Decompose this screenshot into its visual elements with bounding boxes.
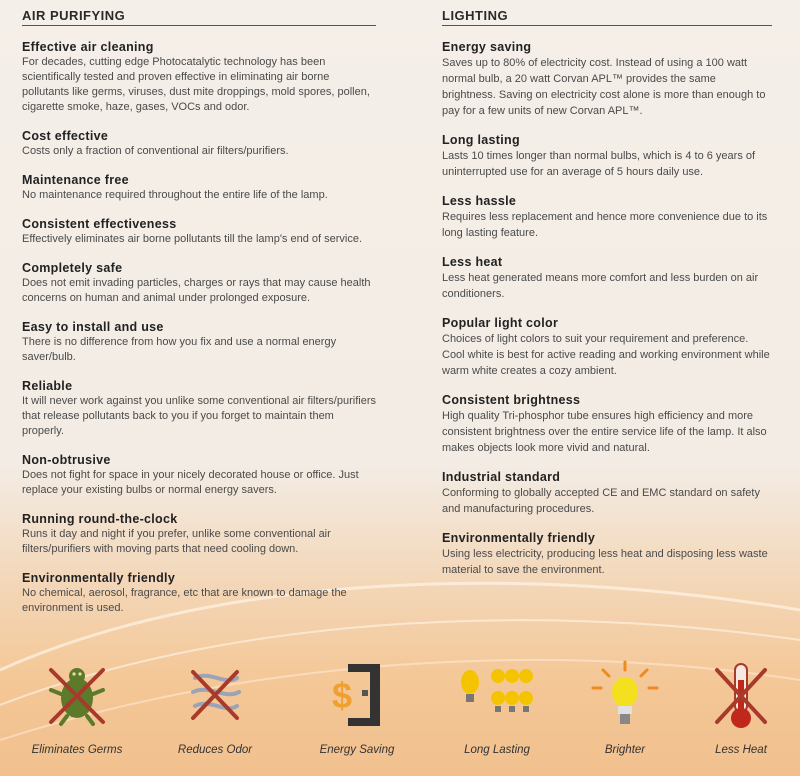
thermometer-icon [701, 660, 781, 734]
list-item [22, 173, 376, 203]
item-heading: Industrial standard [442, 470, 561, 484]
bright-bulb-icon [585, 660, 665, 734]
list-item [442, 470, 772, 517]
feature-less-heat [676, 660, 800, 776]
item-text: Costs only a fraction of conventional air filters/purifiers. [22, 145, 289, 157]
list-item [442, 316, 772, 379]
item-text: Effectively eliminates air borne pollutants till the lamp's end of service. [22, 233, 363, 245]
item-heading: Maintenance free [22, 173, 129, 187]
item-text: No maintenance required throughout the entire life of the lamp. [22, 189, 328, 201]
list-item [442, 393, 772, 456]
feature-energy-saving [292, 660, 422, 776]
icon-label: Less Heat [715, 744, 767, 756]
item-text: No chemical, aerosol, fragrance, etc that are known to damage the environment is used. [22, 587, 347, 614]
section-title-air-purifying: AIR PURIFYING [22, 8, 376, 26]
bulbs-icon [452, 660, 542, 730]
item-heading: Less heat [442, 255, 503, 269]
list-item [22, 379, 376, 439]
feature-reduces-odor [150, 660, 280, 776]
item-heading: Energy saving [442, 40, 532, 54]
germ-icon [37, 660, 117, 730]
feature-eliminates-germs [12, 660, 142, 776]
icon-label: Brighter [604, 744, 646, 756]
list-item [442, 194, 772, 241]
item-text: Requires less replacement and hence more convenience due to its long lasting feature. [442, 211, 768, 239]
section-title-lighting: LIGHTING [442, 8, 772, 26]
list-item [22, 453, 376, 498]
item-heading: Consistent brightness [442, 393, 581, 407]
item-heading: Cost effective [22, 129, 109, 143]
lighting-column [442, 8, 772, 592]
item-text: Saves up to 80% of electricity cost. Instead of using a 100 watt normal bulb, a 20 watt Corvan APL™ provides the same brightness. Saving on electricity cost alone is more than enough to pay for a few units of new Corvan APL™. [442, 57, 766, 117]
feature-icons-row [0, 660, 800, 776]
item-heading: Environmentally friendly [22, 571, 176, 585]
list-item [442, 40, 772, 119]
item-text: It will never work against you unlike some conventional air filters/purifiers that release pollutants back to you if you forget to maintain them properly. [22, 395, 376, 437]
item-text: Does not fight for space in your nicely decorated house or office. Just replace your existing bulbs or normal energy savers. [22, 469, 359, 496]
list-item [442, 133, 772, 180]
item-text: Using less electricity, producing less heat and disposing less waste material to save the environment. [442, 548, 768, 576]
svg-text:$: $ [332, 675, 353, 716]
item-heading: Easy to install and use [22, 320, 164, 334]
list-item [22, 571, 376, 616]
list-item [22, 320, 376, 365]
icon-label: Eliminates Germs [31, 744, 123, 756]
item-text: Does not emit invading particles, charges or rays that may cause health concerns on human and animal under prolonged exposure. [22, 277, 371, 304]
list-item [442, 531, 772, 578]
item-text: High quality Tri-phosphor tube ensures high efficiency and more consistent brightness over the entire service life of the lamp. It also makes objects look more vivid and natural. [442, 410, 767, 454]
item-heading: Environmentally friendly [442, 531, 596, 545]
item-heading: Popular light color [442, 316, 559, 330]
item-heading: Less hassle [442, 194, 517, 208]
item-text: Conforming to globally accepted CE and EMC standard on safety and manufacturing procedures. [442, 487, 760, 515]
item-heading: Completely safe [22, 261, 123, 275]
feature-brighter [560, 660, 690, 776]
item-text: There is no difference from how you fix and use a normal energy saver/bulb. [22, 336, 337, 363]
item-text: Runs it day and night if you prefer, unlike some conventional air filters/purifiers with moving parts that need cooling down. [22, 528, 331, 555]
list-item [22, 512, 376, 557]
list-item [442, 255, 772, 302]
item-heading: Long lasting [442, 133, 520, 147]
air-purifying-column [22, 8, 376, 630]
icon-label: Reduces Odor [177, 744, 253, 756]
icon-label: Energy Saving [319, 744, 395, 756]
item-text: For decades, cutting edge Photocatalytic technology has been scientifically tested and proven effective in eliminating air borne pollutants like germs, viruses, dust mite droppings, mold spores, pollen, cigarette smoke, haze, gases, VOCs and odor. [22, 56, 370, 113]
icon-label: Long Lasting [464, 744, 530, 756]
dollar-clamp-icon [312, 660, 402, 736]
feature-long-lasting [432, 660, 562, 776]
item-heading: Non-obtrusive [22, 453, 111, 467]
list-item [22, 129, 376, 159]
item-text: Less heat generated means more comfort and less burden on air conditioners. [442, 272, 759, 300]
item-heading: Running round-the-clock [22, 512, 178, 526]
item-heading: Reliable [22, 379, 73, 393]
item-heading: Effective air cleaning [22, 40, 154, 54]
item-heading: Consistent effectiveness [22, 217, 177, 231]
list-item [22, 40, 376, 115]
odor-icon [175, 660, 255, 730]
item-text: Lasts 10 times longer than normal bulbs, which is 4 to 6 years of uninterrupted use for an average of 5 hours daily use. [442, 150, 756, 178]
item-text: Choices of light colors to suit your requirement and preference. Cool white is best for active reading and working environment while warm white creates a cozy ambient. [442, 333, 770, 377]
list-item [22, 261, 376, 306]
list-item [22, 217, 376, 247]
